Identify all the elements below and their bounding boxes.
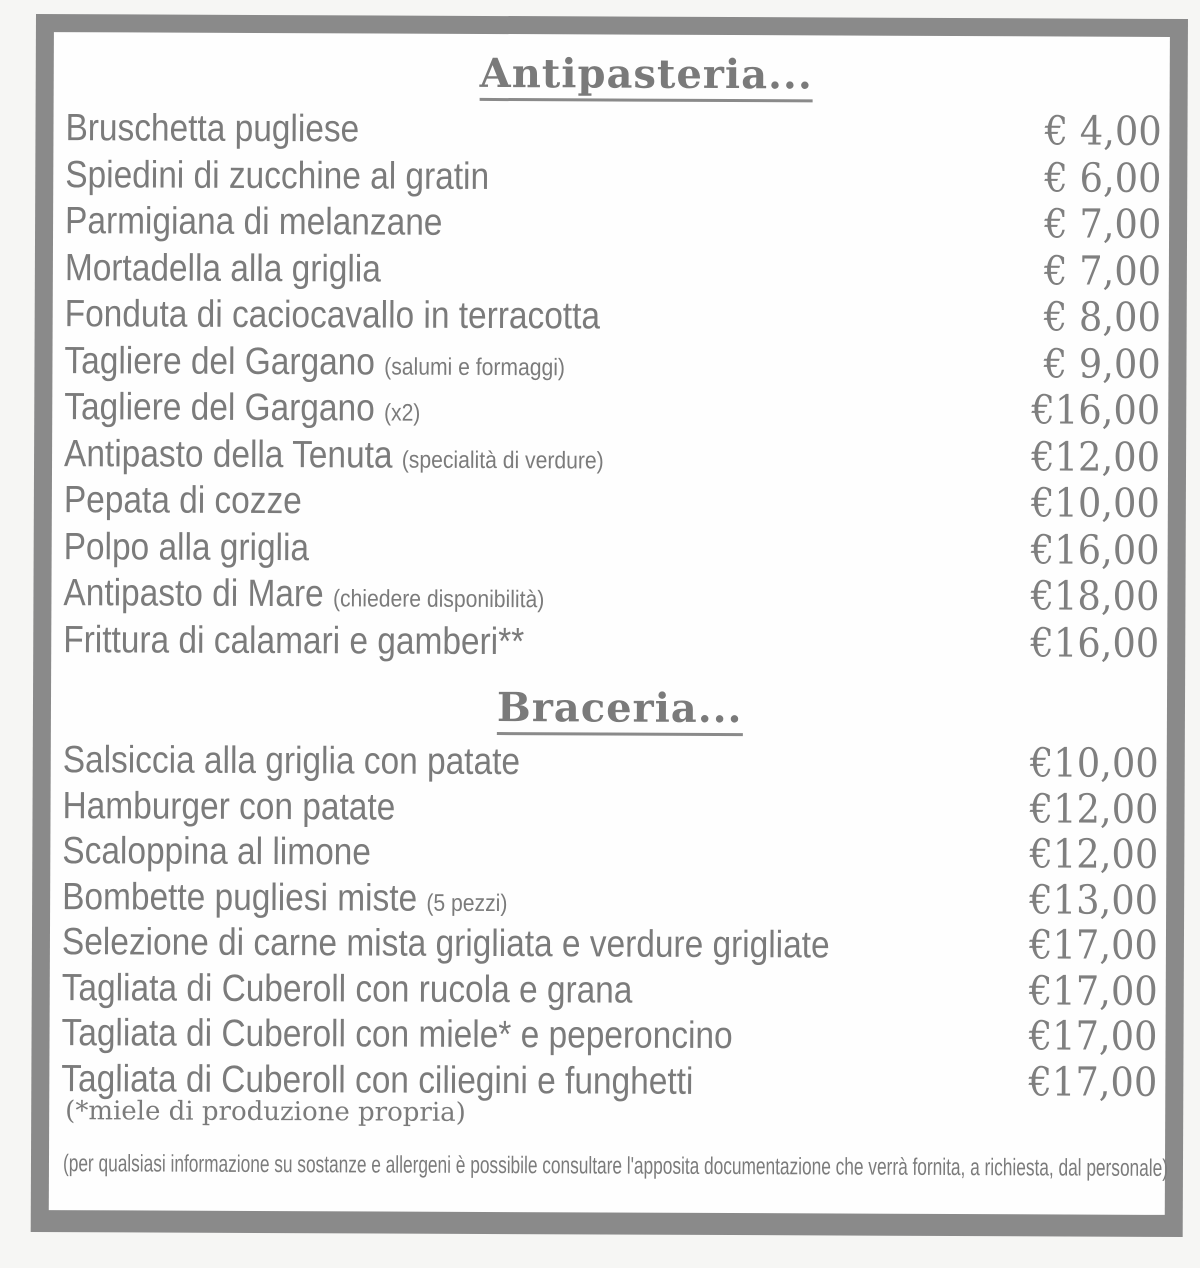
- menu-item: [65, 290, 1161, 341]
- item-price: €12,00: [1029, 785, 1159, 833]
- menu-item: [63, 569, 1159, 620]
- item-name-text: Tagliata di Cuberoll con miele* e peperoncino: [61, 1012, 733, 1058]
- item-price: €16,00: [1030, 526, 1160, 574]
- antipasteria-list: [63, 104, 1161, 667]
- item-price: €17,00: [1029, 922, 1159, 969]
- item-name: [62, 785, 395, 829]
- item-name-text: Tagliere del Gargano: [64, 339, 376, 383]
- item-price: € 4,00: [1044, 108, 1162, 155]
- item-name: [65, 200, 443, 245]
- item-name-text: Hamburger con patate: [62, 784, 396, 829]
- item-price: €10,00: [1029, 740, 1159, 787]
- item-name: [63, 739, 520, 784]
- menu-item: [65, 197, 1161, 248]
- item-name-text: Pepata di cozze: [63, 479, 302, 523]
- item-name-text: Salsiccia alla griglia con patate: [62, 739, 521, 784]
- menu-item: [65, 151, 1161, 202]
- item-note: (specialità di verdure): [401, 446, 604, 474]
- item-name-text: Mortadella alla griglia: [64, 246, 381, 291]
- section-title-antipasteria: Antipasteria...: [480, 54, 813, 102]
- item-name: [65, 107, 359, 151]
- item-price: € 8,00: [1043, 294, 1161, 341]
- menu-item: [63, 616, 1159, 667]
- item-price: €12,00: [1029, 831, 1159, 878]
- item-note: (salumi e formaggi): [384, 353, 566, 381]
- menu-item: [62, 827, 1158, 877]
- menu-item: [62, 918, 1158, 968]
- menu-item: [64, 430, 1160, 481]
- item-name: [63, 572, 544, 617]
- item-note: (chiedere disponibilità): [332, 585, 545, 614]
- item-price: € 7,00: [1043, 201, 1162, 248]
- item-name-text: Selezione di carne mista grigliata e verdure grigliate: [61, 921, 830, 967]
- item-price: €13,00: [1029, 876, 1159, 924]
- menu-item: [63, 736, 1159, 786]
- item-price: €16,00: [1031, 387, 1161, 434]
- item-name: [62, 876, 507, 921]
- item-name-text: Polpo alla griglia: [63, 525, 310, 569]
- item-name: [62, 830, 371, 874]
- item-name: [62, 921, 830, 967]
- item-price: €18,00: [1030, 573, 1160, 620]
- item-name-text: Frittura di calamari e gamberi**: [63, 618, 525, 663]
- item-price: € 7,00: [1043, 247, 1161, 295]
- item-note: (5 pezzi): [426, 889, 508, 917]
- item-name: [64, 526, 310, 570]
- item-price: €10,00: [1031, 480, 1160, 527]
- menu-card: [49, 32, 1170, 1215]
- menu-item: [64, 337, 1160, 388]
- item-name-text: Tagliata di Cuberoll con rucola e grana: [61, 966, 633, 1012]
- item-name-text: Parmigiana di melanzane: [65, 200, 443, 244]
- menu-item: [65, 104, 1161, 155]
- item-price: €12,00: [1031, 433, 1161, 481]
- item-name: [65, 293, 601, 338]
- allergen-disclaimer: (per qualsiasi informazione su sostanze e allergeni è possibile consultare l'apposita documentazione che verrà fornita, a richiesta, dal personale): [62, 1150, 1169, 1182]
- item-price: €17,00: [1028, 1058, 1158, 1106]
- menu-frame: [31, 14, 1188, 1237]
- menu-item: [64, 523, 1160, 574]
- item-name: [62, 967, 633, 1012]
- item-price: €17,00: [1028, 1013, 1158, 1060]
- section-title-braceria: Braceria...: [497, 688, 743, 736]
- menu-item: [64, 476, 1160, 527]
- item-name: [63, 619, 524, 664]
- menu-item: [64, 383, 1160, 434]
- item-name: [64, 479, 302, 523]
- item-name: [64, 433, 604, 478]
- item-price: €16,00: [1030, 619, 1160, 667]
- item-name-text: Fonduta di caciocavallo in terracotta: [64, 293, 601, 338]
- item-name: [64, 340, 565, 385]
- item-name: [64, 386, 420, 431]
- item-name-text: Spiedini di zucchine al gratin: [65, 153, 490, 198]
- menu-item: [62, 782, 1158, 832]
- menu-item: [62, 873, 1158, 923]
- item-note: (x2): [383, 399, 421, 427]
- item-name: [61, 1012, 732, 1058]
- menu-item: [61, 1009, 1157, 1059]
- honey-footnote: (*miele di produzione propria): [65, 1096, 466, 1128]
- item-name-text: Antipasto della Tenuta: [63, 432, 393, 477]
- item-name: [65, 154, 489, 199]
- item-name-text: Tagliere del Gargano: [64, 386, 375, 430]
- item-name-text: Bombette pugliesi miste: [62, 875, 418, 920]
- item-price: €17,00: [1028, 967, 1158, 1015]
- item-name-text: Tagliata di Cuberoll con ciliegini e funghetti: [61, 1057, 694, 1103]
- item-name: [65, 247, 381, 291]
- item-name-text: Antipasto di Mare: [63, 572, 324, 616]
- item-name-text: Bruschetta pugliese: [65, 107, 360, 151]
- menu-item: [65, 244, 1161, 295]
- item-price: € 6,00: [1044, 154, 1162, 202]
- menu-item: [62, 964, 1158, 1014]
- braceria-list: [61, 736, 1159, 1105]
- item-price: € 9,00: [1043, 340, 1161, 388]
- item-name-text: Scaloppina al limone: [62, 830, 372, 874]
